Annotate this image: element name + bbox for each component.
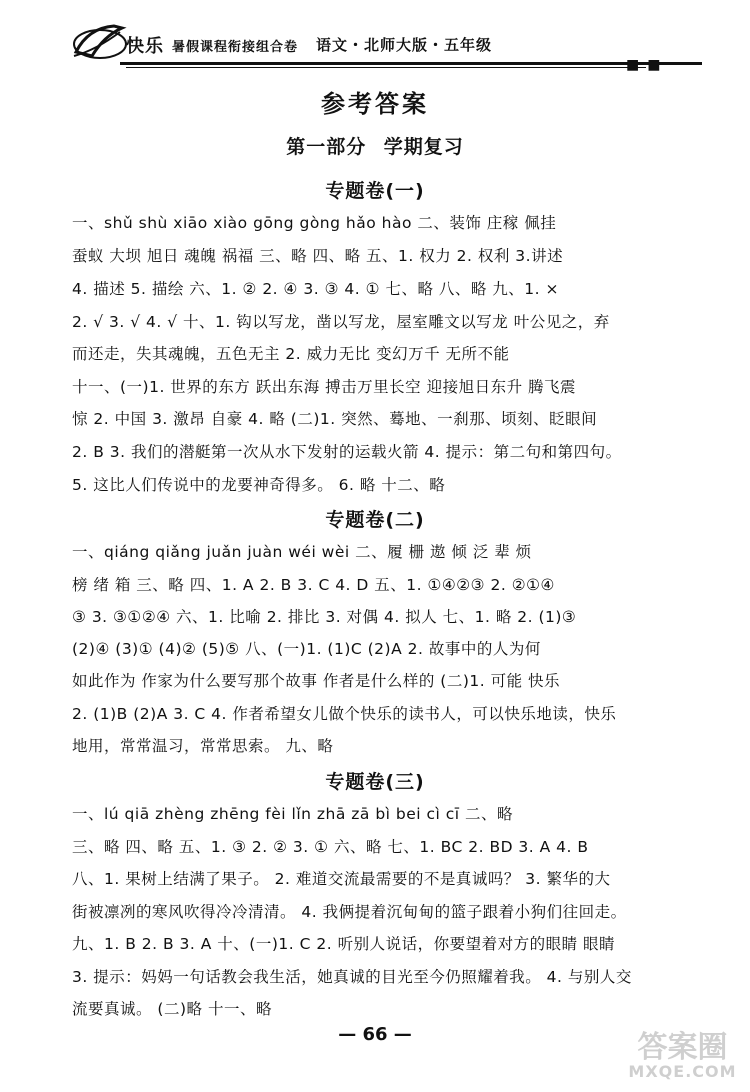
answer-line: 而还走，失其魂魄，五色无主 2. 威力无比 变幻万千 无所不能 [72,345,510,363]
edition-label: 语文・北师大版・五年级 [316,36,493,54]
series-name: 暑假课程衔接组合卷 [172,40,299,55]
answer-line: 地用，常常温习，常常思索。 九、略 [72,737,334,755]
answer-line: (2)④ (3)① (4)② (5)⑤ 八、(一)1. (1)C (2)A 2. 故事中的人为何 [72,640,541,658]
answer-line: 十一、(一)1. 世界的东方 跃出东海 搏击万里长空 迎接旭日东升 腾飞震 [72,378,577,396]
watermark-text-en: MXQE.COM [628,1062,737,1081]
section-title: 专题卷(二) [325,509,425,531]
answer-line: 如此作为 作家为什么要写那个故事 作者是什么样的 (二)1. 可能 快乐 [72,672,561,690]
watermark-logo [620,1020,745,1088]
page-number: — 66 — [338,1024,412,1045]
answer-line: 流要真诚。 (二)略 十一、略 [72,1000,272,1018]
answer-line: 惊 2. 中国 3. 激昂 自豪 4. 略 (二)1. 突然、蓦地、一刹那、顷刻、眨眼间 [72,410,598,428]
part-title: 第一部分 学期复习 [286,136,464,158]
header-rule [120,62,702,65]
page-header [70,18,710,73]
answer-line: 2. √ 3. √ 4. √ 十、1. 钩以写龙，凿以写龙，屋室雕文以写龙 叶公见之，弃 [72,313,610,331]
answer-line: 2. B 3. 我们的潜艇第一次从水下发射的运载火箭 4. 提示：第二句和第四句。 [72,443,622,461]
answer-line: ③ 3. ③①②④ 六、1. 比喻 2. 排比 3. 对偶 4. 拟人 七、1. 略 2. (1)③ [72,608,577,626]
answer-line: 一、shǔ shù xiāo xiào gōng gòng hǎo hào 二、装饰 庄稼 佩挂 [72,214,557,232]
answer-line: 九、1. B 2. B 3. A 十、(一)1. C 2. 听别人说话，你要望着对方的眼睛 眼睛 [72,935,616,953]
header-rule-thin [126,67,646,68]
answer-line: 2. (1)B (2)A 3. C 4. 作者希望女儿做个快乐的读书人，可以快乐地读，快乐 [72,705,617,723]
watermark-text-cn: 答案圈 [637,1030,728,1065]
answer-line: 一、lú qiā zhèng zhēng fèi lǐn zhā zā bì bei cì cī 二、略 [72,805,514,823]
answer-line: 一、qiáng qiǎng juǎn juàn wéi wèi 二、履 栅 遨 倾 泛 辈 烦 [72,543,532,561]
answer-line: 三、略 四、略 五、1. ③ 2. ② 3. ① 六、略 七、1. BC 2. BD 3. A 4. B [72,838,589,856]
answer-line: 4. 描述 5. 描绘 六、1. ② 2. ④ 3. ③ 4. ① 七、略 八、略 九、1. × [72,280,559,298]
page-title: 参考答案 [321,90,429,118]
answer-line: 3. 提示：妈妈一句话教会我生活，她真诚的目光至今仍照耀着我。 4. 与别人交 [72,968,632,986]
answer-line: 蚕蚁 大坝 旭日 魂魄 祸福 三、略 四、略 五、1. 权力 2. 权利 3.讲述 [72,247,564,265]
book-logo-icon [70,22,128,62]
header-decoration-icon: ■■ [626,57,669,73]
brand-name: 快乐 [126,36,164,57]
answer-line: 榜 绪 箱 三、略 四、1. A 2. B 3. C 4. D 五、1. ①④②③ 2. ②①④ [72,576,555,594]
answer-line: 5. 这比人们传说中的龙要神奇得多。 6. 略 十二、略 [72,476,446,494]
section-title: 专题卷(一) [325,180,425,202]
answer-line: 街被凛冽的寒风吹得冷冷清清。 4. 我俩提着沉甸甸的篮子跟着小狗们往回走。 [72,903,627,921]
section-title: 专题卷(三) [325,771,425,793]
answer-line: 八、1. 果树上结满了果子。 2. 难道交流最需要的不是真诚吗？ 3. 繁华的大 [72,870,611,888]
